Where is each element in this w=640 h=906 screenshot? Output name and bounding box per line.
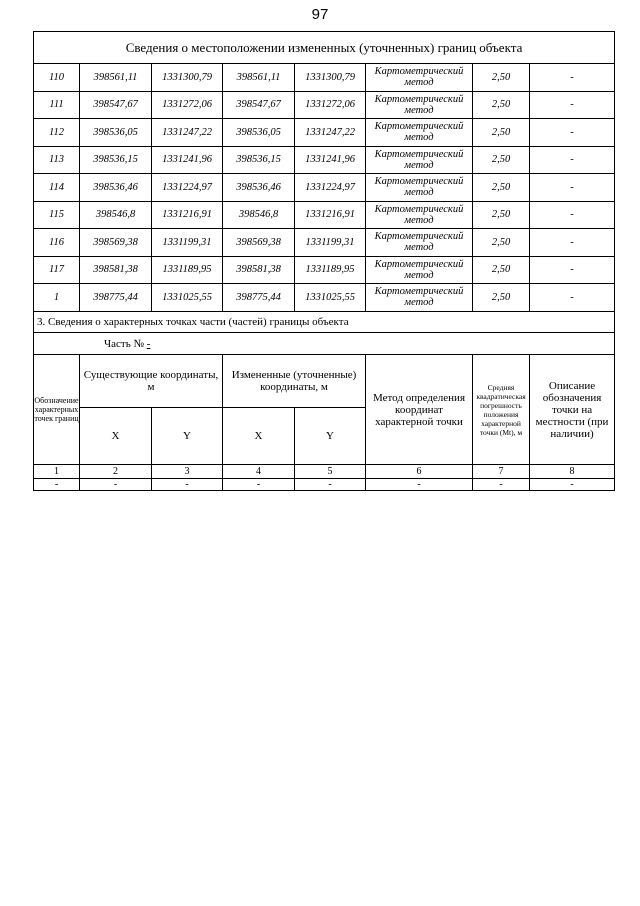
- column-number: 4: [223, 465, 295, 479]
- existing-y-cell: 1331247,22: [152, 119, 223, 147]
- method-line: метод: [404, 242, 434, 254]
- existing-x-cell: 398569,38: [80, 229, 152, 257]
- existing-x-cell: 398775,44: [80, 284, 152, 312]
- changed-y-cell: 1331272,06: [295, 91, 366, 119]
- point-id-cell: 112: [34, 119, 80, 147]
- table-row: [34, 174, 615, 202]
- table-row: [34, 201, 615, 229]
- method-line: Картометрический: [374, 66, 464, 78]
- point-id-cell: 116: [34, 229, 80, 257]
- existing-y-cell: 1331025,55: [152, 284, 223, 312]
- empty-cell: -: [530, 479, 615, 491]
- point-id-cell: 115: [34, 201, 80, 229]
- changed-y-cell: 1331025,55: [295, 284, 366, 312]
- point-id-cell: 114: [34, 174, 80, 202]
- header-existing-x: X: [80, 408, 152, 465]
- table-row: [34, 284, 615, 312]
- existing-x-cell: 398581,38: [80, 256, 152, 284]
- header-designation: Обозначение характерных точек границ: [34, 355, 80, 465]
- point-id-cell: 111: [34, 91, 80, 119]
- empty-cell: -: [34, 479, 80, 491]
- existing-x-cell: 398546,8: [80, 201, 152, 229]
- point-id-cell: 113: [34, 146, 80, 174]
- changed-x-cell: 398561,11: [223, 64, 295, 92]
- description-cell: -: [530, 64, 615, 92]
- table-body: [34, 64, 615, 312]
- table-row: [34, 91, 615, 119]
- column-number: 8: [530, 465, 615, 479]
- part-points-table: [33, 311, 615, 491]
- changed-x-cell: 398536,15: [223, 146, 295, 174]
- changed-y-cell: 1331247,22: [295, 119, 366, 147]
- method-line: метод: [404, 269, 434, 281]
- accuracy-cell: 2,50: [473, 201, 530, 229]
- method-cell: [366, 256, 473, 284]
- method-line: Картометрический: [374, 203, 464, 215]
- page-number: 97: [311, 6, 329, 23]
- method-line: метод: [404, 159, 434, 171]
- existing-y-cell: 1331300,79: [152, 64, 223, 92]
- changed-y-cell: 1331241,96: [295, 146, 366, 174]
- existing-y-cell: 1331189,95: [152, 256, 223, 284]
- changed-x-cell: 398546,8: [223, 201, 295, 229]
- accuracy-cell: 2,50: [473, 91, 530, 119]
- empty-data-row: [34, 479, 615, 491]
- method-cell: [366, 91, 473, 119]
- boundary-points-table: [33, 31, 615, 312]
- section3-title: 3. Сведения о характерных точках части (частей) границы объекта: [34, 312, 615, 333]
- header-existing-y: Y: [152, 408, 223, 465]
- part-label: Часть №: [104, 337, 144, 350]
- method-line: Картометрический: [374, 148, 464, 160]
- existing-x-cell: 398561,11: [80, 64, 152, 92]
- header-method: Метод определения координат характерной точки: [366, 355, 473, 465]
- existing-x-cell: 398536,46: [80, 174, 152, 202]
- method-line: Картометрический: [374, 121, 464, 133]
- method-cell: [366, 229, 473, 257]
- column-number: 6: [366, 465, 473, 479]
- empty-cell: -: [366, 479, 473, 491]
- accuracy-cell: 2,50: [473, 174, 530, 202]
- method-line: Картометрический: [374, 258, 464, 270]
- description-cell: -: [530, 284, 615, 312]
- accuracy-cell: 2,50: [473, 64, 530, 92]
- header-description: Описание обозначения точки на местности (при наличии): [530, 355, 615, 465]
- empty-cell: -: [223, 479, 295, 491]
- changed-y-cell: 1331216,91: [295, 201, 366, 229]
- method-cell: [366, 284, 473, 312]
- accuracy-cell: 2,50: [473, 229, 530, 257]
- changed-x-cell: 398581,38: [223, 256, 295, 284]
- header-accuracy: Средняя квадратическая погрешность положения характерной точки (Mt), м: [473, 355, 530, 465]
- header-changed: Измененные (уточненные) координаты, м: [223, 355, 366, 408]
- part-value: -: [146, 337, 151, 350]
- column-number: 1: [34, 465, 80, 479]
- table-row: [34, 64, 615, 92]
- accuracy-cell: 2,50: [473, 256, 530, 284]
- empty-cell: -: [473, 479, 530, 491]
- method-line: Картометрический: [374, 176, 464, 188]
- header-changed-x: X: [223, 408, 295, 465]
- column-number: 7: [473, 465, 530, 479]
- existing-y-cell: 1331272,06: [152, 91, 223, 119]
- description-cell: -: [530, 91, 615, 119]
- changed-y-cell: 1331224,97: [295, 174, 366, 202]
- accuracy-cell: 2,50: [473, 119, 530, 147]
- changed-x-cell: 398536,05: [223, 119, 295, 147]
- accuracy-cell: 2,50: [473, 284, 530, 312]
- point-id-cell: 110: [34, 64, 80, 92]
- existing-y-cell: 1331224,97: [152, 174, 223, 202]
- description-cell: -: [530, 119, 615, 147]
- table-row: [34, 119, 615, 147]
- existing-y-cell: 1331216,91: [152, 201, 223, 229]
- section-title: Сведения о местоположении измененных (уточненных) границ объекта: [34, 32, 615, 64]
- column-number: 5: [295, 465, 366, 479]
- empty-cell: -: [80, 479, 152, 491]
- accuracy-cell: 2,50: [473, 146, 530, 174]
- method-cell: [366, 146, 473, 174]
- method-cell: [366, 174, 473, 202]
- description-cell: -: [530, 146, 615, 174]
- description-cell: -: [530, 201, 615, 229]
- empty-cell: -: [295, 479, 366, 491]
- column-number: 2: [80, 465, 152, 479]
- table-row: [34, 146, 615, 174]
- method-line: Картометрический: [374, 93, 464, 105]
- existing-x-cell: 398547,67: [80, 91, 152, 119]
- description-cell: -: [530, 174, 615, 202]
- method-cell: [366, 119, 473, 147]
- method-line: метод: [404, 214, 434, 226]
- existing-y-cell: 1331241,96: [152, 146, 223, 174]
- changed-y-cell: 1331189,95: [295, 256, 366, 284]
- changed-y-cell: 1331300,79: [295, 64, 366, 92]
- method-line: Картометрический: [374, 231, 464, 243]
- point-id-cell: 117: [34, 256, 80, 284]
- column-number: 3: [152, 465, 223, 479]
- changed-x-cell: 398569,38: [223, 229, 295, 257]
- column-number-row: [34, 465, 615, 479]
- method-line: Картометрический: [374, 286, 464, 298]
- table-row: [34, 229, 615, 257]
- header-existing: Существующие координаты, м: [80, 355, 223, 408]
- description-cell: -: [530, 229, 615, 257]
- empty-cell: -: [152, 479, 223, 491]
- method-line: метод: [404, 187, 434, 199]
- method-line: метод: [404, 77, 434, 89]
- point-id-cell: 1: [34, 284, 80, 312]
- changed-y-cell: 1331199,31: [295, 229, 366, 257]
- changed-x-cell: 398775,44: [223, 284, 295, 312]
- method-cell: [366, 64, 473, 92]
- changed-x-cell: 398536,46: [223, 174, 295, 202]
- method-line: метод: [404, 132, 434, 144]
- method-cell: [366, 201, 473, 229]
- method-line: метод: [404, 297, 434, 309]
- existing-y-cell: 1331199,31: [152, 229, 223, 257]
- part-label-cell: [34, 333, 615, 355]
- existing-x-cell: 398536,15: [80, 146, 152, 174]
- existing-x-cell: 398536,05: [80, 119, 152, 147]
- method-line: метод: [404, 104, 434, 116]
- changed-x-cell: 398547,67: [223, 91, 295, 119]
- description-cell: -: [530, 256, 615, 284]
- table-row: [34, 256, 615, 284]
- header-changed-y: Y: [295, 408, 366, 465]
